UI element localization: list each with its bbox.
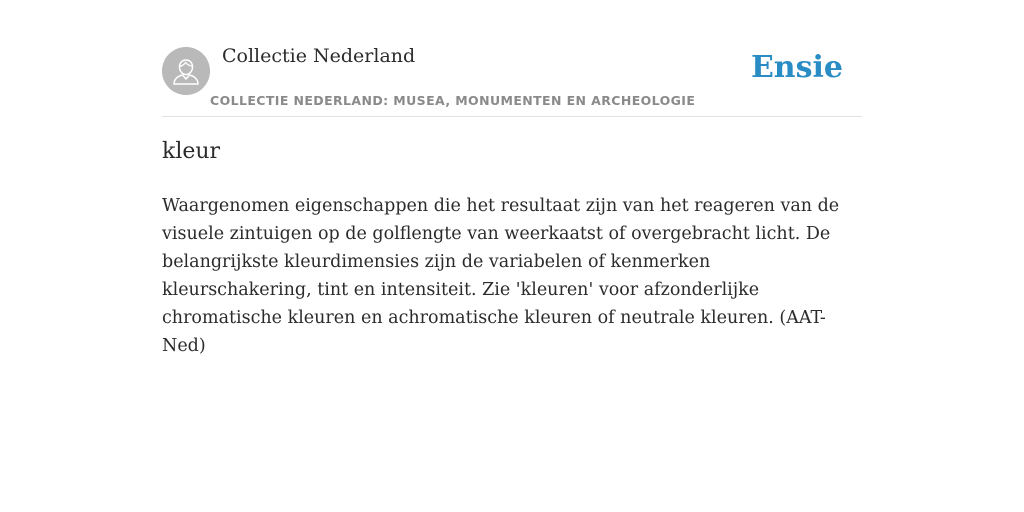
user-silhouette-icon bbox=[162, 47, 210, 95]
header bbox=[162, 0, 862, 117]
author-name[interactable]: Collectie Nederland bbox=[222, 45, 416, 67]
entry-term: kleur bbox=[162, 139, 221, 164]
avatar[interactable] bbox=[162, 47, 210, 95]
entry-definition: Waargenomen eigenschappen die het resultaat zijn van het reageren van de visuele zintuigen op de golflengte van weerkaatst of overgebracht licht. De belangrijkste kleurdimensies zijn de variabelen of kenmerken kleurschakering, tint en intensiteit. Zie 'kleuren' voor afzonderlijke chromatische kleuren en achromatische kleuren of neutrale kleuren. (AAT-Ned) bbox=[162, 196, 840, 356]
brand-logo[interactable]: Ensie bbox=[750, 50, 843, 85]
source-title[interactable]: COLLECTIE NEDERLAND: MUSEA, MONUMENTEN EN ARCHEOLOGIE bbox=[210, 93, 696, 108]
